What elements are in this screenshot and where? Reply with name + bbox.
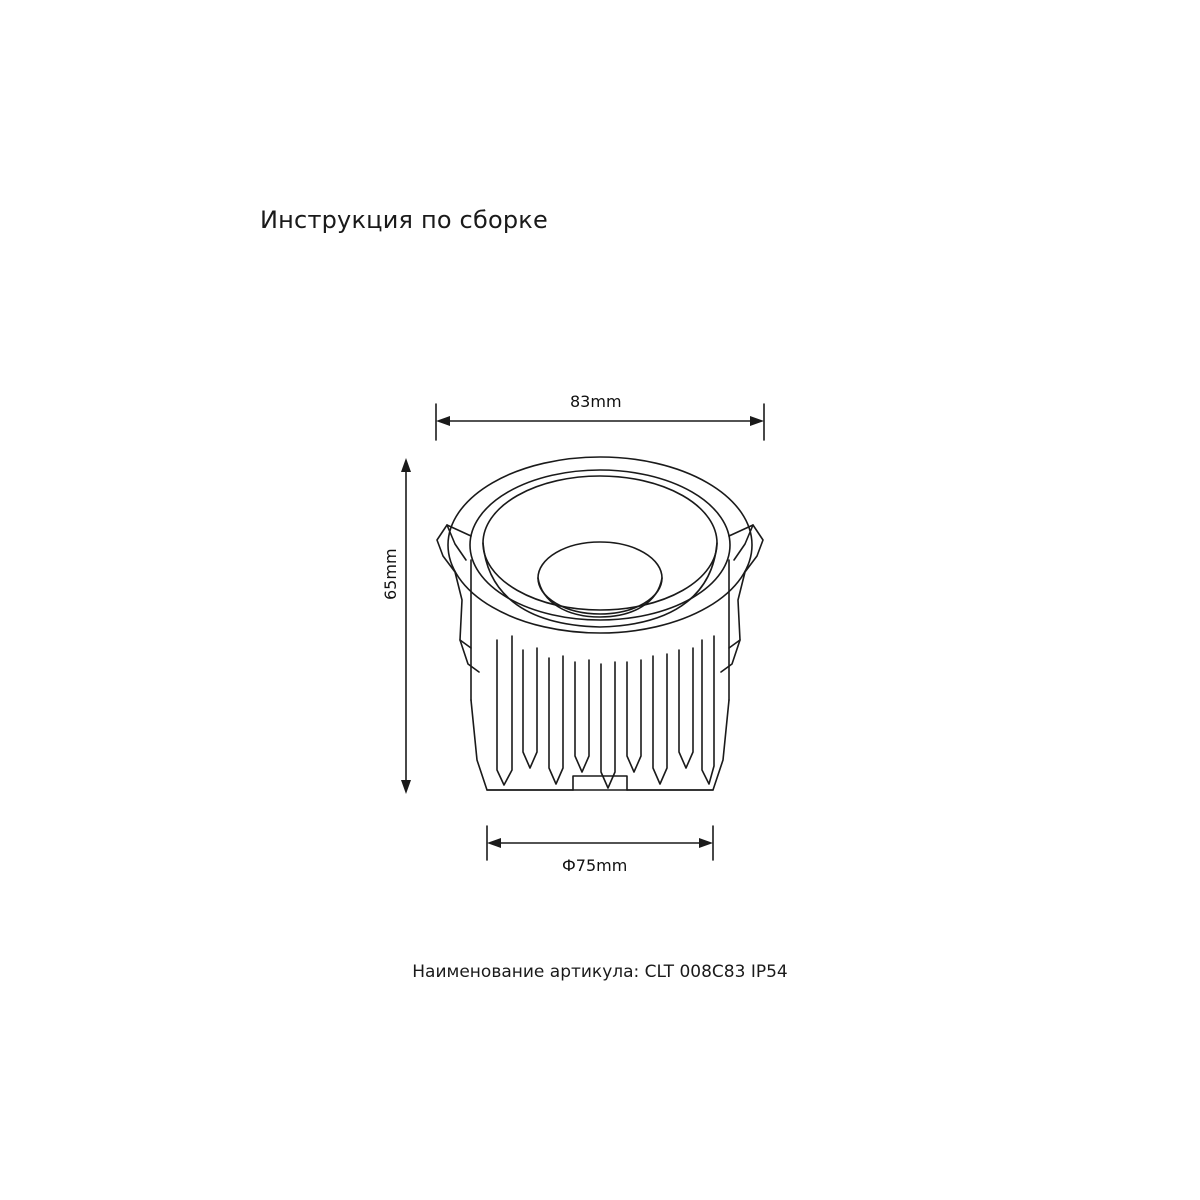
article-caption: Наименование артикула: CLT 008C83 IP54 xyxy=(412,962,788,982)
reflector-opening xyxy=(483,476,717,610)
heatsink-fins xyxy=(497,636,714,788)
page-title: Инструкция по сборке xyxy=(260,206,548,234)
outer-rim xyxy=(448,457,752,633)
dimension-label-height-left: 65mm xyxy=(381,548,400,600)
dimension-diameter-bottom xyxy=(487,826,713,860)
light-source-inner xyxy=(538,578,662,617)
mounting-spring-left xyxy=(437,525,479,672)
dimension-label-width-top: 83mm xyxy=(570,392,622,411)
mounting-spring-right xyxy=(721,525,763,672)
dimension-height-left xyxy=(401,458,411,794)
light-source-ellipse xyxy=(538,542,662,614)
dimension-label-diameter-bottom: Ф75mm xyxy=(562,856,628,875)
luminaire-body xyxy=(437,457,763,790)
driver-connector xyxy=(573,776,627,790)
